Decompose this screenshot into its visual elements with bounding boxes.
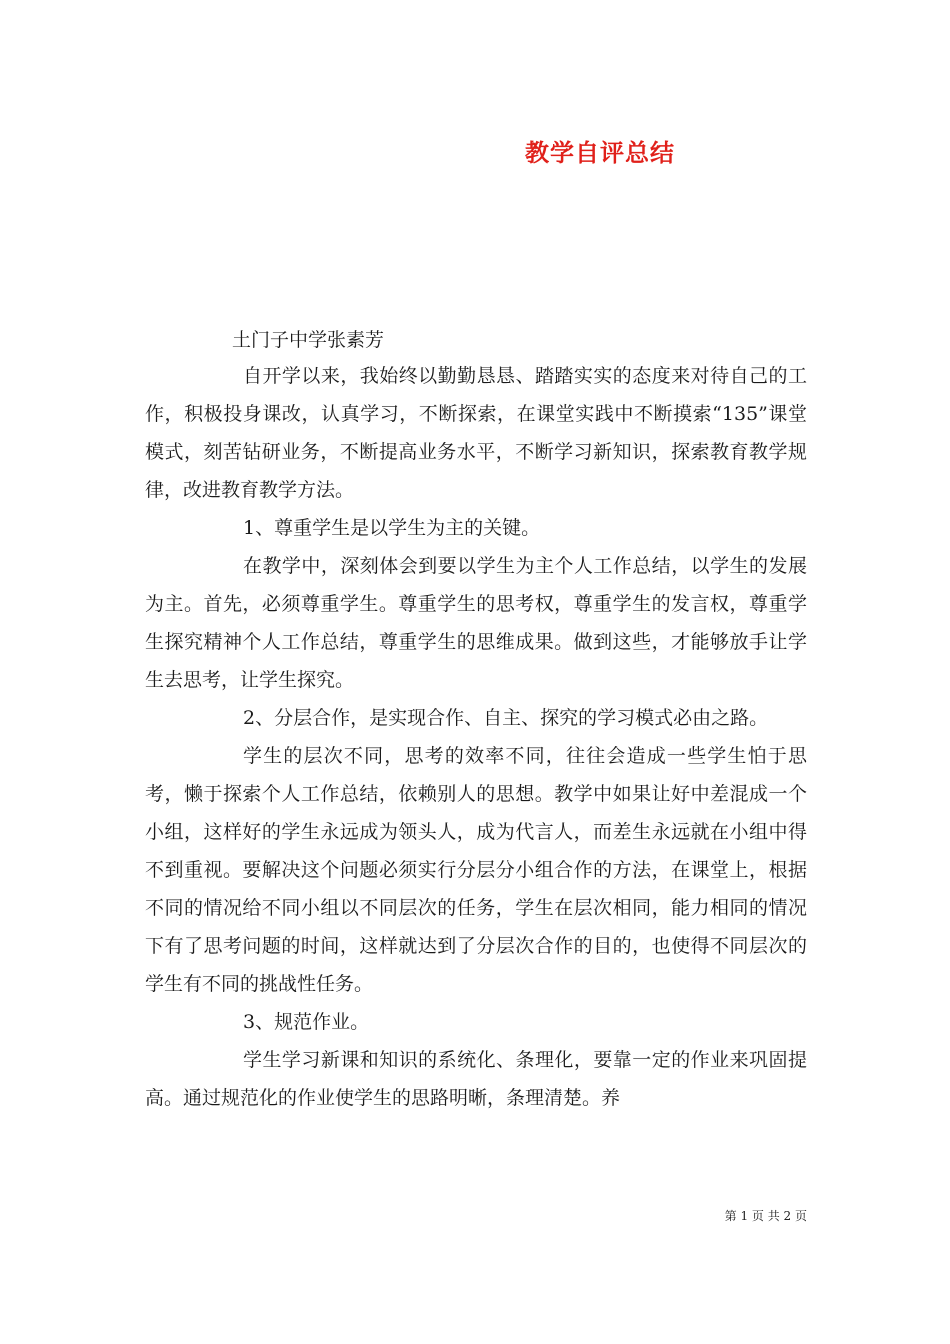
paragraph-point-1: 在教学中，深刻体会到要以学生为主个人工作总结，以学生的发展为主。首先，必须尊重学生。尊重学生的思考权，尊重学生的发言权，尊重学生探究精神个人工作总结，尊重学生的思维成果。做到这些，才能够放手让学生去思考，让学生探究。: [145, 555, 807, 691]
page-footer: 第 1 页 共 2 页: [724, 1209, 807, 1223]
heading-point-3: 3、规范作业。: [243, 1011, 370, 1033]
document-body: [145, 357, 807, 1117]
heading-point-1: 1、尊重学生是以学生为主的关键。: [243, 517, 541, 539]
paragraph-point-2: 学生的层次不同，思考的效率不同，往往会造成一些学生怕于思考，懒于探索个人工作总结，依赖别人的思想。教学中如果让好中差混成一个小组，这样好的学生永远成为领头人，成为代言人，而差生永远就在小组中得不到重视。要解决这个问题必须实行分层分小组合作的方法，在课堂上，根据不同的情况给不同小组以不同层次的任务，学生在层次相同，能力相同的情况下有了思考问题的时间，这样就达到了分层次合作的目的，也使得不同层次的学生有不同的挑战性任务。: [145, 745, 807, 995]
heading-point-2: 2、分层合作，是实现合作、自主、探究的学习模式必由之路。: [243, 707, 769, 729]
paragraph-intro: 自开学以来，我始终以勤勤恳恳、踏踏实实的态度来对待自己的工作，积极投身课改，认真学习，不断探索，在课堂实践中不断摸索“135”课堂模式，刻苦钻研业务，不断提高业务水平，不断学习新知识，探索教育教学规律，改进教育教学方法。: [145, 365, 807, 501]
author-line: 土门子中学张素芳: [232, 329, 385, 351]
paragraph-point-3: 学生学习新课和知识的系统化、条理化，要靠一定的作业来巩固提高。通过规范化的作业使学生的思路明晰，条理清楚。养: [145, 1049, 807, 1109]
document-title: 教学自评总结: [525, 138, 675, 167]
